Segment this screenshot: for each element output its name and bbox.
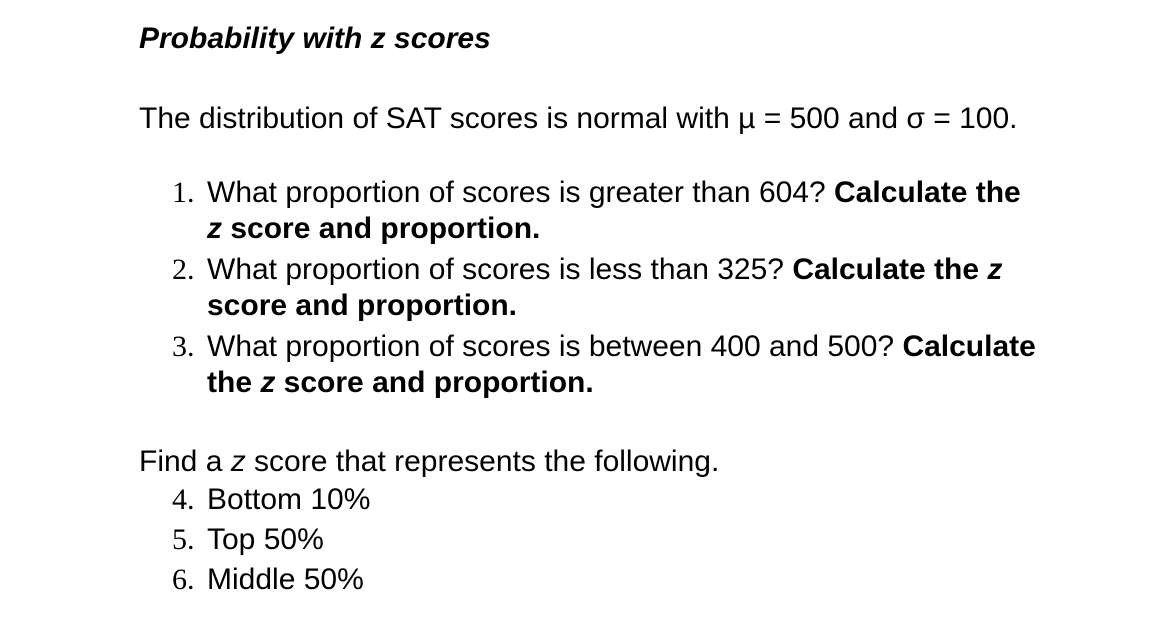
task-part-a: Calculate the: [792, 253, 988, 286]
question-number: 2.: [172, 253, 195, 286]
question-number: 1.: [172, 176, 195, 209]
question-item-3: [139, 329, 1039, 401]
section-z-variable: z: [230, 445, 246, 478]
task-part-a: Calculate the: [834, 176, 1021, 209]
z-item-6: [139, 560, 370, 600]
question-text: What proportion of scores is less than 325?: [207, 253, 793, 286]
task-z-variable: z: [207, 212, 222, 245]
task-part-b: score and proportion.: [207, 289, 518, 322]
z-item-label: Middle 50%: [207, 563, 364, 596]
question-list: [139, 175, 1039, 406]
section-heading-find-z: [139, 443, 719, 480]
z-score-list: [139, 480, 370, 600]
task-z-variable: z: [987, 253, 1003, 286]
section-prefix: Find a: [139, 445, 231, 478]
question-text: What proportion of scores is between 400 and 500?: [207, 330, 903, 363]
task-z-variable: z: [260, 366, 276, 399]
page-title: Probability with z scores: [139, 22, 491, 55]
question-text: What proportion of scores is greater than 604?: [207, 176, 835, 209]
section-suffix: score that represents the following.: [245, 445, 720, 478]
z-item-5: [139, 520, 370, 560]
task-part-b: score and proportion.: [222, 212, 541, 245]
task-part-b: score and proportion.: [275, 366, 594, 399]
z-item-label: Bottom 10%: [207, 483, 371, 516]
z-item-number: 5.: [172, 523, 195, 556]
z-item-4: [139, 480, 370, 520]
task-part-a: Calculate the: [207, 330, 1036, 399]
z-item-number: 4.: [172, 483, 195, 516]
question-item-1: [139, 175, 1039, 247]
z-item-label: Top 50%: [207, 523, 324, 556]
question-number: 3.: [172, 330, 195, 363]
question-item-2: [139, 252, 1039, 324]
z-item-number: 6.: [172, 563, 195, 596]
intro-paragraph: The distribution of SAT scores is normal with µ = 500 and σ = 100.: [139, 102, 1018, 135]
